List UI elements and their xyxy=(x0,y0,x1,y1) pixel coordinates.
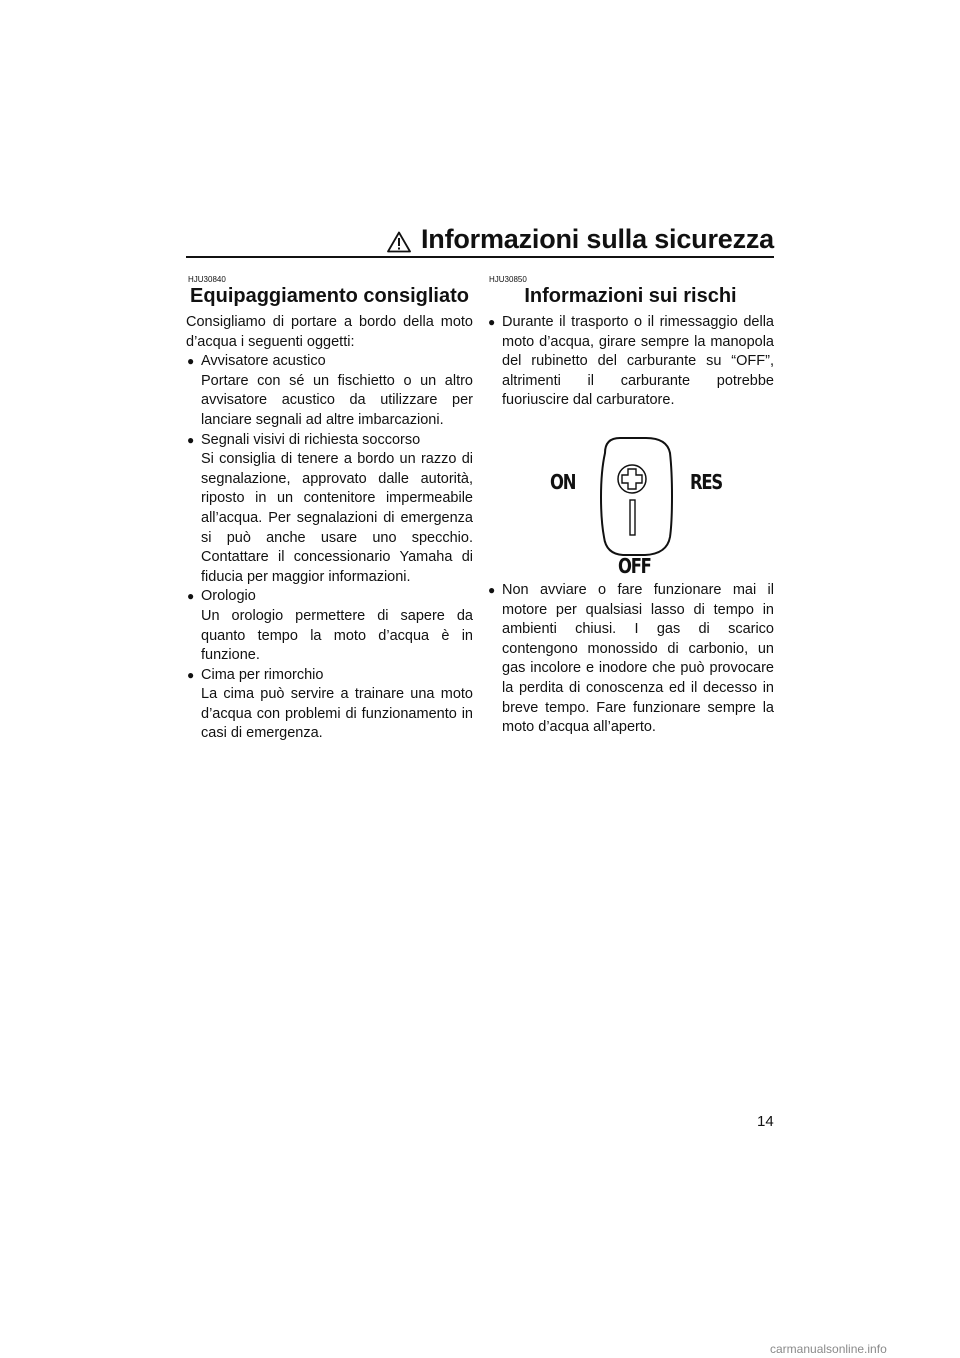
list-item xyxy=(487,313,774,411)
item-body: Non avviare o fare funzionare mai il motore per qualsiasi lasso di tempo in ambienti chiusi. I gas di scarico contengono monossido di carbonio, un gas incolore e inodore che può provocare la perdita di conoscenza ed il decesso in breve tempo. Fare funzionare sempre la moto d’acqua all’aperto. xyxy=(502,581,774,736)
item-title: Orologio xyxy=(201,588,256,605)
list-item xyxy=(186,587,473,665)
risk-list-continued xyxy=(487,581,774,738)
bullet-icon: ● xyxy=(187,589,195,604)
bullet-icon: ● xyxy=(488,315,496,329)
list-item xyxy=(186,431,473,588)
figure-label-on: ON xyxy=(550,469,576,494)
figure-label-res: RES xyxy=(690,469,722,494)
watermark: carmanualsonline.info xyxy=(770,1342,887,1356)
list-item xyxy=(487,581,774,738)
risk-list xyxy=(487,313,774,411)
item-body: Un orologio permettere di sapere da quanto tempo la moto d’acqua è in funzione. xyxy=(201,607,473,664)
recommended-equipment-section xyxy=(186,275,473,744)
fuel-cock-figure xyxy=(487,411,774,581)
bullet-icon: ● xyxy=(187,354,195,369)
item-body: Durante il trasporto o il rimessaggio della moto d’acqua, girare sempre la manopola del rubinetto del carburante su “OFF”, altrimenti il carburante potrebbe fuoriuscire dal carburatore. xyxy=(502,314,774,409)
page-number: 14 xyxy=(757,1113,774,1130)
figure-label-off: OFF xyxy=(618,553,651,578)
list-item xyxy=(186,352,473,430)
item-body: Portare con sé un fischietto o un altro avvisatore acustico da utilizzare per lanciare segnali ad altre imbarcazioni. xyxy=(201,372,473,428)
header-title xyxy=(387,224,774,256)
item-title: Cima per rimorchio xyxy=(201,666,324,683)
section-title: Informazioni sui rischi xyxy=(524,285,737,307)
item-title: Avvisatore acustico xyxy=(201,353,326,370)
item-title: Segnali visivi di richiesta soccorso xyxy=(201,431,421,448)
risk-information-section xyxy=(487,275,774,738)
section-title: Equipaggiamento consigliato xyxy=(190,285,469,307)
bullet-icon: ● xyxy=(187,432,195,447)
page-header xyxy=(186,226,774,258)
item-body: Si consiglia di tenere a bordo un razzo di segnalazione, approvato dalle autorità, riposto in un contenitore impermeabile all’acqua. Per segnalazioni di emergenza si può anche usare uno specchio. Contattare il concessionario Yamaha di fiducia per maggior informazioni. xyxy=(201,451,473,585)
lever-slot xyxy=(630,500,635,535)
section-code: HJU30840 xyxy=(188,275,226,284)
warning-triangle-icon xyxy=(387,229,411,251)
bullet-icon: ● xyxy=(488,582,496,597)
equipment-list xyxy=(186,352,473,744)
item-body: La cima può servire a trainare una moto d’acqua con problemi di funzionamento in casi di emergenza. xyxy=(201,686,473,742)
bullet-icon: ● xyxy=(187,667,195,682)
section-code: HJU30850 xyxy=(489,275,527,284)
intro-paragraph: Consigliamo di portare a bordo della moto d’acqua i seguenti oggetti: xyxy=(186,314,473,350)
header-title-text: Informazioni sulla sicurezza xyxy=(421,224,774,254)
list-item xyxy=(186,666,473,744)
